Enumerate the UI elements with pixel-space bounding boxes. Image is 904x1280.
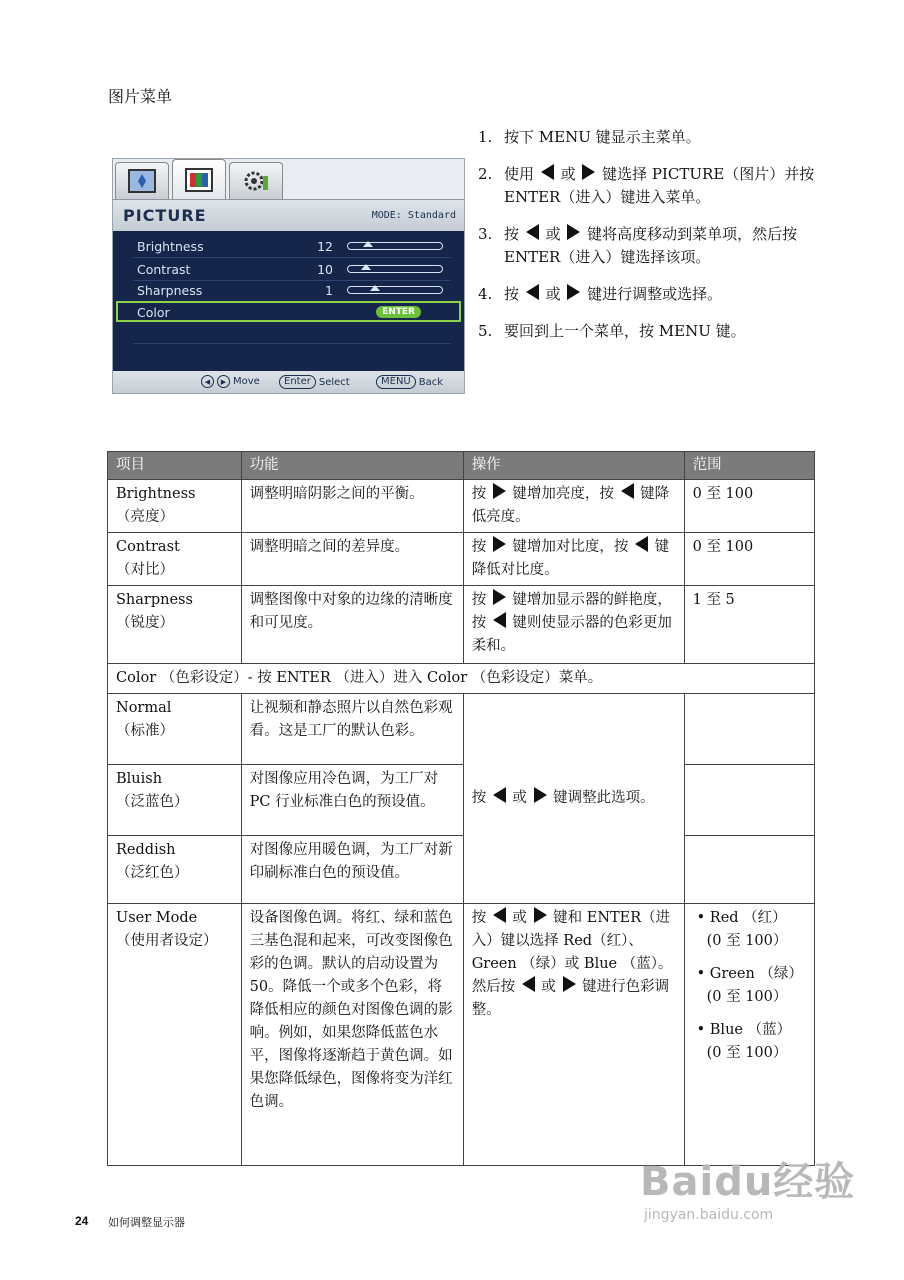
osd-row-brightness — [133, 237, 451, 258]
function-cell: 对图像应用暖色调，为工厂对新印刷标准白色的预设值。 — [241, 836, 463, 904]
watermark-logo: Baidu经验 — [640, 1159, 856, 1205]
table-row — [108, 664, 815, 694]
osd-tabs — [113, 159, 466, 199]
operation-cell: 按 键增加对比度，按 键降低对比度。 — [463, 533, 684, 586]
back-hint: Back — [418, 376, 444, 388]
range-cell — [684, 904, 814, 1166]
enter-badge: ENTER — [376, 306, 421, 318]
steps-list — [478, 126, 823, 357]
osd-row-value: 12 — [317, 239, 333, 254]
left-arrow-icon — [526, 224, 539, 240]
right-arrow-icon: ▶ — [217, 375, 230, 388]
move-hint: Move — [233, 376, 260, 387]
osd-row-contrast — [133, 260, 451, 281]
table-row — [108, 586, 815, 664]
step-item: 2. 使用 或 键选择 PICTURE（图片）并按 ENTER（进入）键进入菜单。 — [478, 165, 815, 206]
left-arrow-icon — [621, 483, 634, 499]
column-header: 功能 — [241, 452, 463, 480]
item-cell: Bluish （泛蓝色） — [108, 765, 242, 836]
right-arrow-icon — [567, 284, 580, 300]
osd-divider — [133, 343, 451, 344]
function-cell: 对图像应用冷色调，为工厂对 PC 行业标准白色的预设值。 — [241, 765, 463, 836]
table-row — [108, 904, 815, 1166]
column-header: 操作 — [463, 452, 684, 480]
osd-slider-knob — [363, 241, 373, 247]
osd-menu — [113, 231, 464, 371]
item-cell: Contrast （对比） — [108, 533, 242, 586]
operation-cell: 按 键增加显示器的鲜艳度，按 键则使显示器的色彩更加柔和。 — [463, 586, 684, 664]
operation-cell: 按 键增加亮度，按 键降低亮度。 — [463, 480, 684, 533]
watermark-url: jingyan.baidu.com — [644, 1207, 774, 1223]
osd-footer — [113, 371, 464, 393]
picture-menu-table — [107, 451, 815, 1166]
range-cell: 0 至 100 — [684, 533, 814, 586]
osd-row-sharpness — [133, 281, 451, 302]
right-arrow-icon — [563, 976, 576, 992]
osd-slider — [347, 242, 443, 250]
osd-row-label: Contrast — [137, 262, 191, 277]
step-item: 5. 要回到上一个菜单，按 MENU 键。 — [478, 322, 746, 340]
range-cell: 0 至 100 — [684, 480, 814, 533]
osd-row-value: 1 — [325, 283, 333, 298]
display-tab-icon — [115, 162, 169, 199]
left-arrow-icon — [522, 976, 535, 992]
page-number: 24 — [75, 1214, 89, 1228]
right-arrow-icon — [534, 907, 547, 923]
osd-header — [113, 199, 464, 231]
osd-title: PICTURE — [123, 206, 207, 225]
list-item: • Red （红） (0 至 100） — [696, 910, 788, 949]
operation-cell: 按 或 键调整此选项。 — [463, 694, 684, 904]
enter-key-icon: Enter — [279, 375, 316, 389]
left-arrow-icon — [493, 907, 506, 923]
range-cell — [684, 694, 814, 765]
color-menu-row: Color （色彩设定）- 按 ENTER （进入）进入 Color （色彩设定）菜单。 — [108, 664, 815, 694]
function-cell: 调整明暗之间的差异度。 — [241, 533, 463, 586]
item-cell: Normal （标准） — [108, 694, 242, 765]
range-cell — [684, 765, 814, 836]
left-arrow-icon — [493, 787, 506, 803]
table-row — [108, 533, 815, 586]
table-row — [108, 836, 815, 904]
range-cell: 1 至 5 — [684, 586, 814, 664]
left-arrow-icon — [635, 536, 648, 552]
baidu-watermark — [640, 1150, 855, 1223]
step-item: 3. 按 或 键将高度移动到菜单项，然后按 ENTER（进入）键选择该项。 — [478, 225, 798, 266]
right-arrow-icon — [493, 483, 506, 499]
operation-cell: 按 或 键和 ENTER（进入）键以选择 Red（红）、Green （绿）或 Blue （蓝）。然后按 或 键进行色彩调整。 — [463, 904, 684, 1166]
osd-row-label: Color — [137, 305, 170, 320]
left-arrow-icon: ◀ — [201, 375, 214, 388]
osd-row-label: Brightness — [137, 239, 204, 254]
picture-tab-icon — [172, 159, 226, 199]
table-row — [108, 694, 815, 765]
item-cell: Reddish （泛红色） — [108, 836, 242, 904]
osd-slider — [347, 286, 443, 294]
osd-row-value: 10 — [317, 262, 333, 277]
right-arrow-icon — [493, 589, 506, 605]
item-cell: Brightness （亮度） — [108, 480, 242, 533]
function-cell: 让视频和静态照片以自然色彩观看。这是工厂的默认色彩。 — [241, 694, 463, 765]
list-item: • Green （绿） (0 至 100） — [696, 966, 803, 1005]
osd-slider-knob — [361, 264, 371, 270]
page-footer-text: 如何调整显示器 — [108, 1216, 185, 1229]
osd-screenshot — [112, 158, 465, 394]
settings-tab-icon — [229, 162, 283, 199]
step-item: 4. 按 或 键进行调整或选择。 — [478, 285, 723, 303]
left-arrow-icon — [541, 164, 554, 180]
section-title: 图片菜单 — [108, 87, 173, 106]
column-header: 项目 — [108, 452, 242, 480]
item-cell: Sharpness （锐度） — [108, 586, 242, 664]
function-cell: 调整明暗阴影之间的平衡。 — [241, 480, 463, 533]
osd-mode: MODE: Standard — [371, 210, 456, 221]
function-cell: 设备图像色调。将红、绿和蓝色三基色混和起来，可改变图像色彩的色调。默认的启动设置为 50。降低一个或多个色彩，将降低相应的颜色对图像色调的影响。例如，如果您降低蓝色水平，图像将逐渐趋于黄色调。如果您降低绿色，图像将变为洋红色调。 — [241, 904, 463, 1166]
osd-row-color — [116, 301, 461, 322]
range-cell — [684, 836, 814, 904]
table-header-row — [108, 452, 815, 480]
table-row — [108, 765, 815, 836]
step-item: 1. 按下 MENU 键显示主菜单。 — [478, 128, 701, 146]
menu-key-icon: MENU — [376, 375, 416, 389]
list-item: • Blue （蓝） (0 至 100） — [696, 1022, 792, 1061]
column-header: 范围 — [684, 452, 814, 480]
function-cell: 调整图像中对象的边缘的清晰度和可见度。 — [241, 586, 463, 664]
item-cell: User Mode （使用者设定） — [108, 904, 242, 1166]
left-arrow-icon — [526, 284, 539, 300]
right-arrow-icon — [534, 787, 547, 803]
right-arrow-icon — [493, 536, 506, 552]
right-arrow-icon — [567, 224, 580, 240]
right-arrow-icon — [582, 164, 595, 180]
osd-row-label: Sharpness — [137, 283, 203, 298]
table-row — [108, 480, 815, 533]
osd-slider-knob — [370, 285, 380, 291]
left-arrow-icon — [493, 612, 506, 628]
select-hint: Select — [318, 376, 350, 388]
